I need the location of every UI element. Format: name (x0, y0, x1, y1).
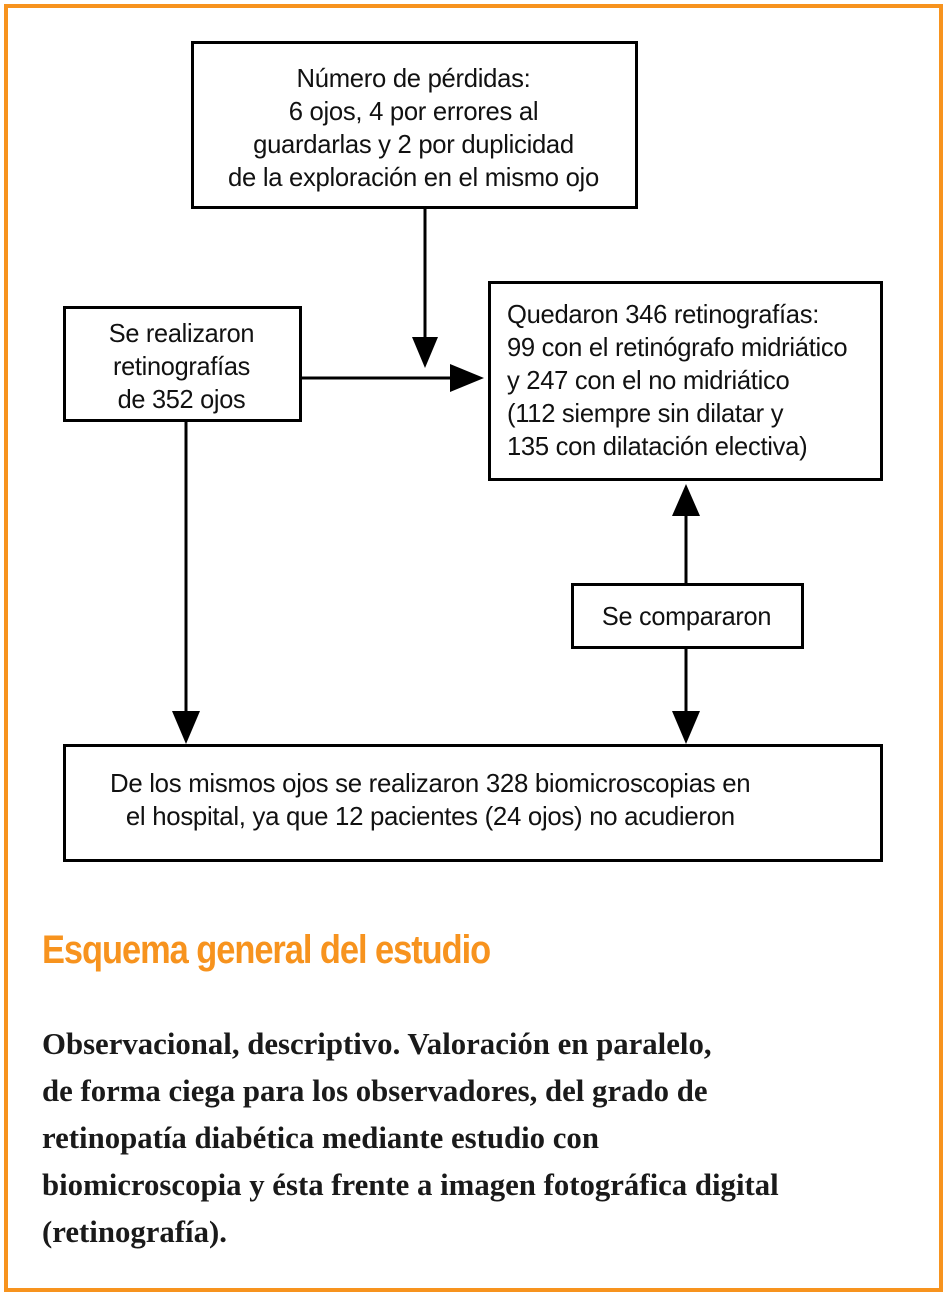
remaining-line-4: (112 siempre sin dilatar y (507, 398, 784, 428)
start-line-2: retinografías (112, 351, 250, 381)
bio-line-1: De los mismos ojos se realizaron 328 biomicroscopias en (110, 768, 751, 798)
compare-box (571, 583, 804, 649)
remaining-box (488, 281, 883, 481)
description-line-3: retinopatía diabética mediante estudio con (42, 1120, 599, 1155)
arrow-compare-up-head (672, 484, 700, 516)
remaining-line-5: 135 con dilatación electiva) (507, 431, 808, 461)
start-line-3: de 352 ojos (117, 384, 245, 414)
arrow-start-to-remaining-head (450, 364, 484, 392)
start-box (63, 306, 302, 422)
remaining-line-3: y 247 con el no midriático (507, 365, 790, 395)
losses-line-3: guardarlas y 2 por duplicidad (252, 129, 574, 159)
losses-line-2: 6 ojos, 4 por errores al (288, 96, 538, 126)
arrow-losses-head (412, 337, 438, 368)
losses-box (191, 41, 638, 209)
study-description (42, 1020, 902, 1255)
description-line-4: biomicroscopia y ésta frente a imagen fotográfica digital (42, 1167, 779, 1202)
start-line-1: Se realizaron (108, 318, 254, 348)
losses-line-4: de la exploración en el mismo ojo (227, 162, 599, 192)
biomicroscopy-box (63, 744, 883, 862)
arrow-compare-down-head (672, 711, 700, 744)
description-line-1: Observacional, descriptivo. Valoración en paralelo, (42, 1026, 712, 1061)
compare-label: Se compararon (601, 601, 771, 631)
description-line-5: (retinografía). (42, 1214, 227, 1249)
bio-line-2: el hospital, ya que 12 pacientes (24 ojos) no acudieron (125, 801, 735, 831)
section-title: Esquema general del estudio (42, 928, 491, 972)
remaining-line-1: Quedaron 346 retinografías: (507, 299, 820, 329)
arrow-start-to-bio-head (172, 711, 200, 744)
description-line-2: de forma ciega para los observadores, del grado de (42, 1073, 708, 1108)
losses-line-1: Número de pérdidas: (296, 63, 530, 93)
remaining-line-2: 99 con el retinógrafo midriático (507, 332, 848, 362)
